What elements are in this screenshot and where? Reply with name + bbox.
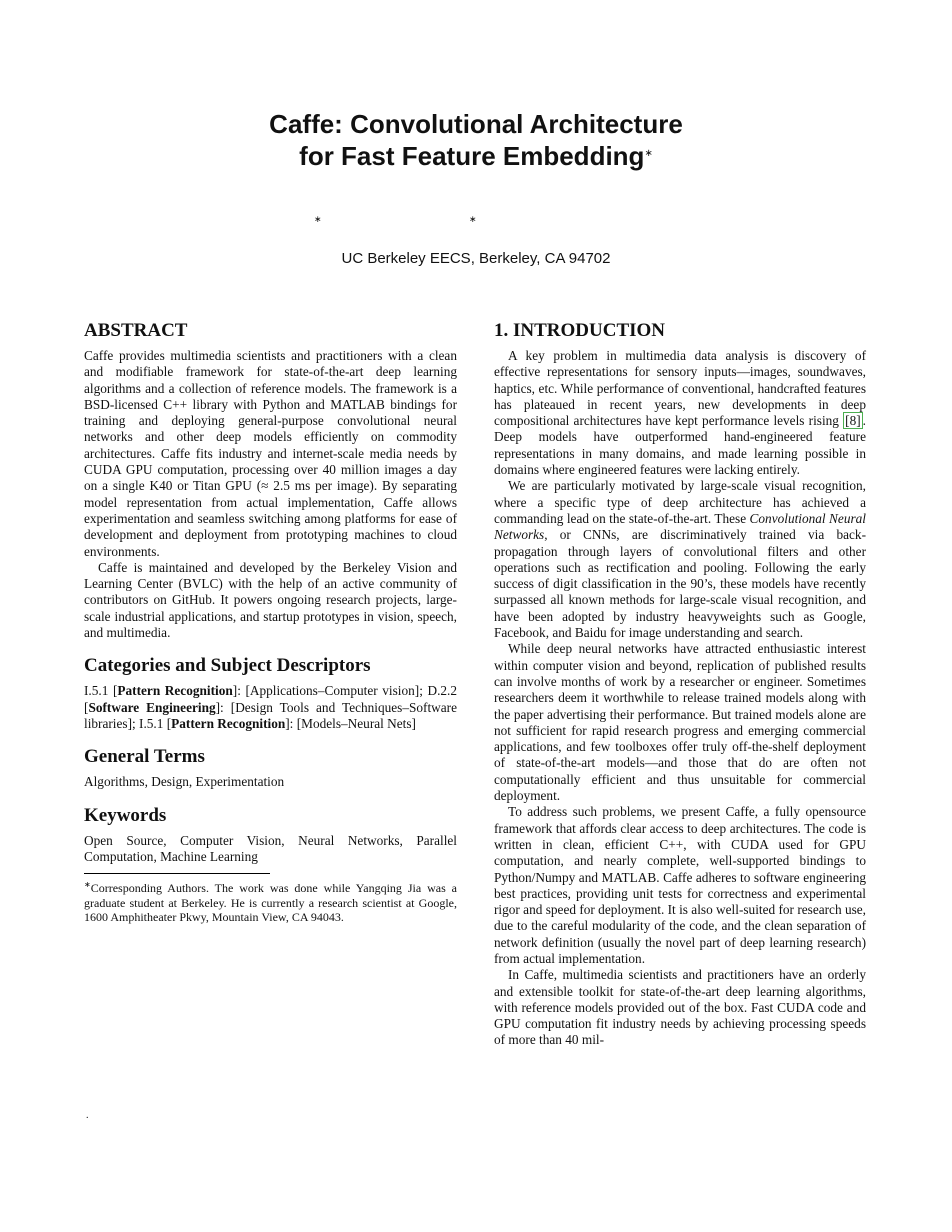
keywords-heading: Keywords (84, 804, 167, 826)
intro-p1-a: A key problem in multimedia data analysis is discovery of effective representations for sensory inputs—images, soundwaves, haptics, etc. While performance of conventional, handcrafted features has plateaued in recent years, new developments in deep compositional architectures have kept performance levels rising (494, 348, 866, 429)
general-terms-text: Algorithms, Design, Experimentation (84, 774, 285, 790)
paper-title-line2 (0, 140, 952, 172)
paper-title-line1: Caffe: Convolutional Architecture (269, 109, 683, 139)
categories-bold2: Software Engineering (88, 699, 216, 715)
keywords-text: Open Source, Computer Vision, Neural Networks, Parallel Computation, Machine Learning (84, 832, 457, 864)
intro-paragraph-3: While deep neural networks have attracted enthusiastic interest within computer vision and beyond, replication of published results can involve months of work by a researcher or engineer. Sometimes researchers deem it worthwhile to release trained models along with the paper advertising their performance. But trained models alone are not sufficient for rapid research progress and emerging commercial applications, and few toolboxes offer truly off-the-shelf deployment of state-of-the-art models—and those that do are often not computationally efficient and thus unsuitable for commercial deployment. (494, 641, 866, 804)
categories-seg3: ]: [Design Tools and Techniques–Software libraries]; I.5.1 [ (84, 699, 458, 731)
intro-paragraph-2 (494, 478, 866, 641)
intro-paragraph-5: In Caffe, multimedia scientists and practitioners have an orderly and extensible toolkit for state-of-the-art deep learning algorithms, with reference models provided out of the box. Fast CUDA code and GPU computation fit industry needs by achieving processing speeds of more than 40 mil- (494, 967, 866, 1048)
footnote (84, 878, 457, 925)
intro-p1-b: . Deep models have outperformed hand-engineered feature representations in many domains, and made learning possible in domains where engineered features were lacking entirely. (494, 413, 866, 478)
paper-title-line2-text: for Fast Feature Embedding (299, 141, 645, 171)
categories-section (84, 655, 457, 732)
footnote-mark: ∗ (84, 880, 91, 890)
abstract-paragraph-2: Caffe is maintained and developed by the Berkeley Vision and Learning Center (BVLC) with the help of an active community of contributors on GitHub. It powers ongoing research projects, large-scale industrial applications, and startup prototypes in vision, speech, and multimedia. (84, 559, 457, 641)
abstract-heading: ABSTRACT (84, 320, 188, 341)
left-column (84, 320, 457, 925)
categories-seg4: ]: [Models–Neural Nets] (285, 715, 416, 731)
citation-link[interactable]: [8] (845, 413, 861, 429)
categories-text (84, 683, 457, 732)
introduction-heading: 1. INTRODUCTION (494, 320, 666, 341)
categories-seg2: ]: [Applications–Computer vision]; D.2.2 [ (84, 683, 458, 715)
affiliation: UC Berkeley EECS, Berkeley, CA 94702 (341, 250, 611, 267)
general-terms-heading: General Terms (84, 746, 205, 768)
footnote-text: Corresponding Authors. The work was done while Yangqing Jia was a graduate student at Berkeley. He is currently a research scientist at Google, 1600 Amphitheater Pkwy, Mountain View, CA 94043. (84, 881, 457, 925)
intro-paragraph-4: To address such problems, we present Caffe, a fully opensource framework that affords clear access to deep architectures. The code is written in clean, efficient C++, with CUDA used for GPU computation, and nearly complete, well-supported bindings to Python/Numpy and MATLAB. Caffe adheres to software engineering best practices, providing unit tests for correctness and experimental rigor and speed for deployment. It is also well-suited for research use, due to the careful modularity of the code, and the clean separation of network definition (usually the novel part of deep learning research) from actual implementation. (494, 804, 866, 966)
paper-title (0, 108, 952, 172)
right-column (494, 320, 866, 1049)
author-mark-2: ∗ (469, 214, 477, 224)
abstract-paragraph-1: Caffe provides multimedia scientists and practitioners with a clean and modifiable framework for state-of-the-art deep learning algorithms and a collection of reference models. The framework is a BSD-licensed C++ library with Python and MATLAB bindings for training and deploying general-purpose convolutional neural networks and other deep models efficiently on commodity architectures. Caffe fits industry and internet-scale media needs by CUDA GPU computation, processing over 40 million images a day on a single K40 or Titan GPU (≈ 2.5 ms per image). By separating model representation from actual implementation, Caffe allows experimentation and seamless switching among platforms for ease of development and deployment from prototyping machines to cloud environments. (84, 348, 457, 559)
intro-p2-b: , or CNNs, are discriminatively trained via back-propagation through layers of convolutional filters and other operations such as rectification and pooling. Following the early success of digit classification in the 90’s, these models have recently surpassed all known methods for large-scale visual recognition, and have been adopted by industry heavyweights such as Google, Facebook, and Baidu for image understanding and search. (494, 527, 866, 641)
title-footnote-mark: ∗ (644, 148, 653, 159)
categories-bold1: Pattern Recognition (117, 683, 233, 699)
categories-heading: Categories and Subject Descriptors (84, 655, 371, 677)
general-terms-section (84, 746, 457, 790)
author-mark-1: ∗ (314, 214, 322, 224)
categories-bold3: Pattern Recognition (171, 715, 286, 731)
footnote-rule (84, 873, 270, 874)
intro-p2-emphasis: Convolutional Neural Networks (494, 510, 866, 543)
categories-seg1: I.5.1 [ (84, 683, 118, 699)
intro-paragraph-1 (494, 348, 866, 478)
page-marker: . (86, 1110, 89, 1121)
intro-p2-a: We are particularly motivated by large-scale visual recognition, where a specific type of deep architecture has achieved a commanding lead on the state-of-the-art. These (494, 478, 866, 526)
keywords-section (84, 805, 457, 866)
